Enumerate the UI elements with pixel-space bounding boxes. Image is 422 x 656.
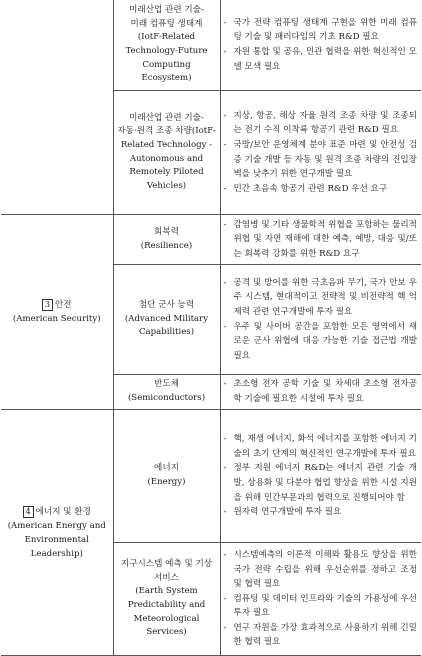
subject-text: 회복력 (Resilience)	[140, 226, 193, 251]
section-number-box: 4	[23, 506, 34, 518]
subject-text: 에너지 (Energy)	[147, 463, 186, 487]
list-item: - 국방/보안 운영체계 분야 표준 마련 및 안전성 검증 기술 개발 등 자동 및 원격 조종 차량의 진입장벽을 낮추기 위한 연구개발 필요	[223, 139, 417, 180]
category-cell-security	[1, 215, 113, 410]
category-label: 에너지 및 환경 (American Energy and Environmental Leadership)	[7, 506, 106, 559]
list-item: - 국가 전략 컴퓨팅 생태계 구현을 위한 미래 컴퓨팅 기술 및 패러다임의 기초 R&D 필요	[223, 17, 417, 43]
list-item: - 정부 지원 에너지 R&D는 에너지 관련 기술 개발, 상용화 및 다분야 협업 향상을 위한 시설 지원을 위해 민간부문과의 협력으로 진행되어야 함	[223, 463, 417, 503]
subject-text: 첨단 군사 능력 (Advanced Military Capabilities)	[124, 300, 209, 338]
subject-text: 반도체 (Semiconductors)	[127, 379, 206, 403]
description-cell	[220, 543, 421, 656]
list-item: - 지상, 항공, 해상 자율 원격 조종 차량 및 조종되는 전기 수직 이착륙 항공기 관련 R&D 필요	[223, 110, 417, 136]
subject-cell	[113, 543, 220, 656]
subject-text: 미래산업 관련 기술- 자동·원격 조종 차량(IotF-Related Technology -Autonomous and Remotely Piloted Vehicles)	[117, 112, 216, 191]
description-cell	[220, 410, 421, 543]
subject-cell	[113, 410, 220, 543]
description-cell	[220, 375, 421, 410]
category-label: 안전 (American Security)	[12, 300, 101, 324]
list-item: - 감염병 및 기타 생물학적 위협을 포함하는 물리적 위협 및 자연 재해에 대한 예측, 예방, 대응 및/또는 회복력 강화를 위한 R&D 요구	[223, 219, 417, 259]
list-item: - 자원 통합 및 공유, 민관 협력을 위한 혁신적인 모델 모색 필요	[223, 47, 417, 72]
subject-cell	[113, 375, 220, 410]
subject-cell	[113, 265, 220, 375]
list-item: - 우주 및 사이버 공간을 포함한 모든 영역에서 새로운 군사 위협에 대응 가능한 기술 접근법 개발 필요	[223, 321, 417, 361]
list-item: - 컴퓨팅 및 데이터 인프라와 기술의 가용성에 우선 투자 필요	[223, 593, 417, 619]
table-row	[1, 0, 421, 91]
description-cell	[220, 91, 421, 215]
subject-cell	[113, 0, 220, 91]
list-item: - 연구 자원을 가장 효과적으로 사용하기 위해 긴밀한 협력 필요	[223, 622, 417, 648]
list-item: - 민간 초음속 항공기 관련 R&D 우선 요구	[223, 183, 388, 194]
subject-cell	[113, 91, 220, 215]
subject-cell	[113, 215, 220, 265]
description-cell	[220, 215, 421, 265]
subject-text: 미래산업 관련 기술- 미래 컴퓨팅 생태계 (IotF-Related Technology-Future Computing Ecosystem)	[125, 5, 208, 84]
description-cell	[220, 265, 421, 375]
category-cell-energy-environment	[1, 410, 113, 656]
description-cell	[220, 0, 421, 91]
list-item: - 핵, 재생 에너지, 화석 에너지를 포함한 에너지 기술의 초기 단계의 혁신적인 연구개발에 투자 필요	[223, 434, 417, 459]
list-item: - 공격 및 방어를 위한 극초음파 무기, 국가 안보 우주 시스템, 현대적이고 전략적 및 비전략적 핵 억제력 관련 연구개발에 투자 필요	[223, 277, 417, 317]
subject-text: 지구시스템 예측 및 기상 서비스 (Earth System Predictability and Meteorological Services)	[120, 559, 213, 638]
table-row	[1, 215, 421, 265]
list-item: - 시스템예측의 이론적 이해와 활용도 향상을 위한 국가 전략 수립을 위해 우선순위를 정하고 조정 및 협력 필요	[223, 549, 417, 590]
list-item: - 원자력 연구개발에 투자 필요	[223, 507, 342, 518]
table-row	[1, 410, 421, 543]
category-cell-empty	[1, 0, 113, 215]
policy-table	[1, 0, 421, 656]
section-number-box: 3	[42, 299, 53, 311]
list-item: - 초소형 전자 공학 기술 및 차세대 초소형 전자공학 기술에 필요한 시설에 투자 필요	[223, 379, 417, 404]
